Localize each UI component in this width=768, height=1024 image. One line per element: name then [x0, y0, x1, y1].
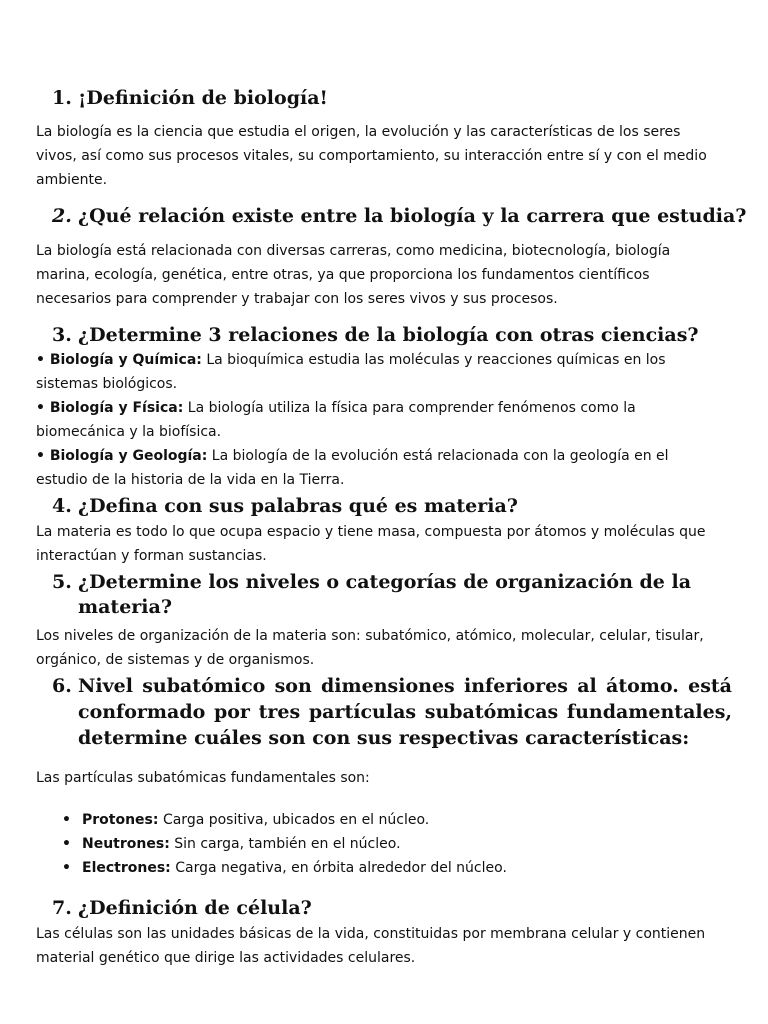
answer-line: necesarios para comprender y trabajar con los seres vivos y sus procesos.: [36, 291, 558, 307]
list-item: [62, 856, 507, 880]
question-text: ¿Determine los niveles o categorías de organización de la: [78, 571, 692, 593]
answer-line: La biología está relacionada con diversas carreras, como medicina, biotecnología, biología: [36, 243, 671, 259]
answer-line: Las células son las unidades básicas de la vida, constituidas por membrana celular y contienen: [36, 926, 706, 942]
question-number: 3.: [52, 324, 72, 346]
answer-5: [36, 624, 736, 672]
particle-label: Neutrones:: [82, 836, 170, 852]
answer-line: La materia es todo lo que ocupa espacio y tiene masa, compuesta por átomos y moléculas que: [36, 524, 706, 540]
answer-line: material genético que dirige las actividades celulares.: [36, 950, 416, 966]
particle-text: Carga positiva, ubicados en el núcleo.: [158, 812, 430, 828]
bullet-icon: •: [62, 836, 71, 852]
relation-text: sistemas biológicos.: [36, 376, 178, 392]
question-text: ¿Defina con sus palabras qué es materia?: [78, 495, 518, 517]
answer-6-intro: [36, 766, 736, 790]
question-number: 6.: [52, 675, 72, 697]
relation-label: • Biología y Geología:: [36, 448, 208, 464]
particle-text: Sin carga, también en el núcleo.: [169, 836, 401, 852]
answer-7: [36, 922, 736, 970]
relation-text: biomecánica y la biofísica.: [36, 424, 222, 440]
particle-text: Carga negativa, en órbita alrededor del núcleo.: [170, 860, 507, 876]
answer-line: Las partículas subatómicas fundamentales son:: [36, 770, 370, 786]
question-text: Nivel subatómico son dimensiones inferiores al átomo. está: [78, 675, 732, 697]
bullet-icon: •: [62, 860, 71, 876]
question-5-heading: [52, 570, 732, 620]
question-number: 1.: [52, 87, 72, 109]
question-1-heading: [52, 86, 732, 111]
relation-text: La biología utiliza la física para comprender fenómenos como la: [183, 400, 636, 416]
question-number: 4.: [52, 495, 72, 517]
relation-text: La bioquímica estudia las moléculas y reacciones químicas en los: [201, 352, 666, 368]
question-text: determine cuáles son con sus respectivas características:: [78, 727, 690, 749]
question-2-heading: [52, 204, 747, 229]
question-text: conformado por tres partículas subatómicas fundamentales,: [78, 701, 732, 723]
question-text: ¿Determine 3 relaciones de la biología con otras ciencias?: [78, 324, 699, 346]
question-text: materia?: [78, 596, 172, 618]
answer-3: [36, 348, 736, 492]
relation-label: • Biología y Química:: [36, 352, 202, 368]
question-number: 5.: [52, 571, 72, 593]
relation-text: estudio de la historia de la vida en la Tierra.: [36, 472, 345, 488]
answer-line: Los niveles de organización de la materia son: subatómico, atómico, molecular, celular, tisular,: [36, 628, 704, 644]
answer-1: [36, 120, 736, 192]
question-text: ¿Qué relación existe entre la biología y la carrera que estudia?: [78, 205, 747, 227]
list-item: [62, 808, 429, 832]
question-6-heading: [52, 673, 732, 751]
answer-line: vivos, así como sus procesos vitales, su comportamiento, su interacción entre sí y con el medio: [36, 148, 707, 164]
relation-text: La biología de la evolución está relacionada con la geología en el: [207, 448, 669, 464]
answer-line: ambiente.: [36, 172, 108, 188]
particle-label: Protones:: [82, 812, 159, 828]
question-4-heading: [52, 494, 732, 519]
bullet-icon: •: [62, 812, 71, 828]
question-number: 7.: [52, 897, 72, 919]
question-text: ¿Definición de célula?: [78, 897, 312, 919]
answer-line: marina, ecología, genética, entre otras, ya que proporciona los fundamentos científicos: [36, 267, 650, 283]
relation-label: • Biología y Física:: [36, 400, 184, 416]
list-item: [62, 832, 401, 856]
answer-line: La biología es la ciencia que estudia el origen, la evolución y las características de los seres: [36, 124, 681, 140]
question-text: ¡Definición de biología!: [78, 87, 328, 109]
question-number: 2.: [52, 205, 72, 227]
question-3-heading: [52, 323, 732, 348]
answer-2: [36, 239, 736, 311]
answer-line: orgánico, de sistemas y de organismos.: [36, 652, 315, 668]
answer-4: [36, 520, 736, 568]
answer-line: interactúan y forman sustancias.: [36, 548, 267, 564]
particle-label: Electrones:: [82, 860, 171, 876]
question-7-heading: [52, 896, 732, 921]
